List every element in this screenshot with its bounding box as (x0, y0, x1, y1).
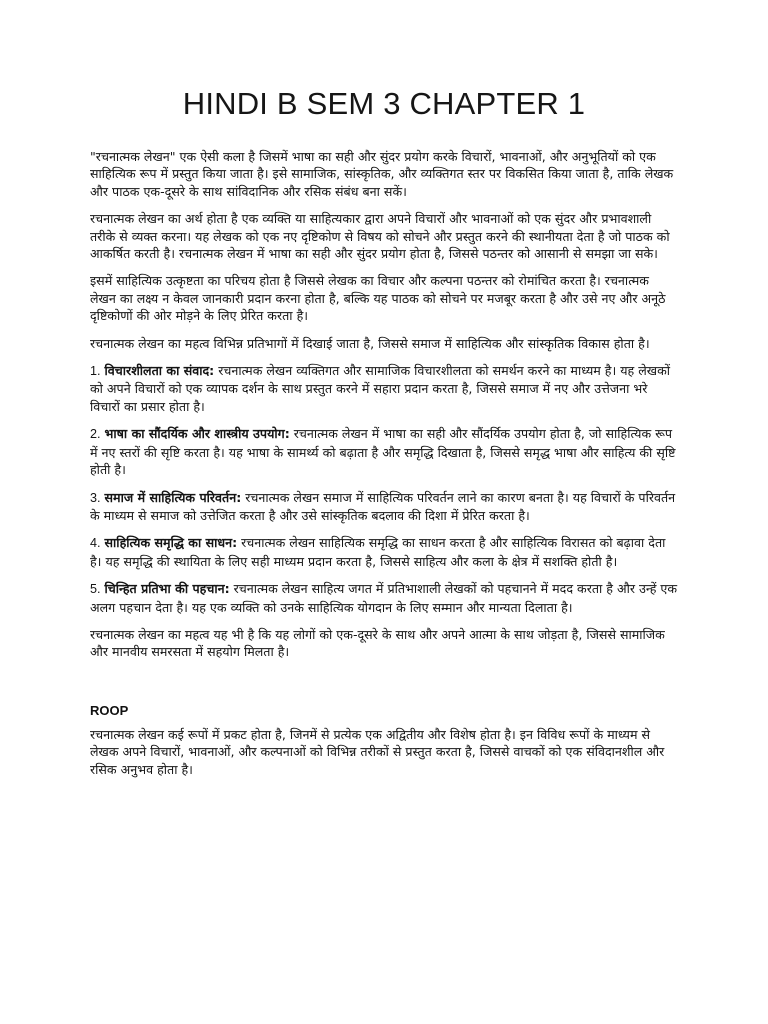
list-item (90, 534, 678, 570)
list-item-number: 2. (90, 427, 101, 442)
list-item (90, 425, 678, 478)
paragraph-importance: रचनात्मक लेखन का महत्व विभिन्न प्रतिभागों में दिखाई जाता है, जिससे समाज में साहित्यिक और सांस्कृतिक विकास होता है। (90, 335, 650, 351)
list-item-text: रचनात्मक लेखन साहित्य जगत में प्रतिभाशाली लेखकों को पहचानने में मदद करता है और उन्हें एक अलग पहचान देता है। यह एक व्यक्ति को उनके साहित्यिक योगदान के लिए सम्मान और मान्यता दिलाता है। (90, 581, 678, 615)
paragraph-closing: रचनात्मक लेखन का महत्व यह भी है कि यह लोगों को एक-दूसरे के साथ और अपने आत्मा के साथ जोड़ता है, जिससे सामाजिक और मानवीय समरसता में सहयोग मिलता है। (90, 626, 665, 660)
list-item-heading: समाज में साहित्यिक परिवर्तन: (104, 489, 242, 505)
list-item-heading: चिन्हित प्रतिभा की पहचान: (104, 581, 230, 597)
list-item-number: 3. (90, 490, 101, 505)
list-item-heading: विचारशीलता का संवाद: (104, 363, 215, 379)
list-item-text: रचनात्मक लेखन साहित्यिक समृद्धि का साधन करता है और साहित्यिक विरासत को बढ़ावा देता है। यह समृद्धि की स्थायिता के लिए सही माध्यम प्रदान करता है, जिससे साहित्य और कला के क्षेत्र में सशक्ति होती है। (90, 535, 666, 569)
list-item (90, 580, 678, 616)
paragraph-roop: रचनात्मक लेखन कई रूपों में प्रकट होता है, जिनमें से प्रत्येक एक अद्वितीय और विशेष होता है। इन विविध रूपों के माध्यम से लेखक अपने विचारों, भावनाओं, और कल्पनाओं को विभिन्न तरीकों से प्रस्तुत करता है, जिससे वाचकों को एक संविदानशील और रसिक अनुभव होता है। (90, 726, 665, 777)
list-item-text: रचनात्मक लेखन व्यक्तिगत और सामाजिक विचारशीलता को समर्थन करने का माध्यम है। यह लेखकों को अपने विचारों को एक व्यापक दर्शन के साथ प्रस्तुत करने में सहारा प्रदान करता है, जिससे समाज में नए और उत्तेजना भरे विचारों का प्रसार होता है। (90, 363, 671, 414)
list-item-number: 1. (90, 364, 101, 379)
list-item-text: रचनात्मक लेखन में भाषा का सही और सौंदर्यिक उपयोग होता है, जो साहित्यिक रूप में नए स्तरों की सृष्टि करता है। यह भाषा के सामर्थ्य को बढ़ाता है और समृद्धि दिखाता है, जिससे समृद्ध भाषा और साहित्य की सृष्टि होती है। (90, 426, 676, 478)
paragraph-excellence: इसमें साहित्यिक उत्कृष्टता का परिचय होता है जिससे लेखक का विचार और कल्पना पठन्तर को रोमांचित करता है। रचनात्मक लेखन का लक्ष्य न केवल जानकारी प्रदान करना होता है, बल्कि यह पाठक को सोचने पर मजबूर करता है और उसे नए और अनूठे दृष्टिकोणों की ओर मोड़ने के लिए प्रेरित करता है। (90, 273, 666, 324)
paragraph-intro: "रचनात्मक लेखन" एक ऐसी कला है जिसमें भाषा का सही और सुंदर प्रयोग करके विचारों, भावनाओं, और अनुभूतियों को एक साहित्यिक रूप में प्रस्तुत किया जाता है। इसे सामाजिक, सांस्कृतिक, और व्यक्तिगत स्तर पर विकसित किया जाता है, ताकि लेखक और पाठक एक-दूसरे के साथ सांविदानिक और रसिक संबंध बना सकें। (90, 149, 674, 199)
list-item-heading: साहित्यिक समृद्धि का साधन: (104, 535, 238, 551)
list-item-text: रचनात्मक लेखन समाज में साहित्यिक परिवर्तन लाने का कारण बनता है। यह विचारों के परिवर्तन के माध्यम से समाज को उत्तेजित करता है और उसे सांस्कृतिक बदलाव की दिशा में प्रेरित करता है। (90, 489, 676, 523)
list-item-heading: भाषा का सौंदर्यिक और शास्त्रीय उपयोग: (104, 426, 290, 442)
list-item (90, 362, 678, 415)
section-heading-roop: ROOP (90, 702, 129, 718)
paragraph-meaning: रचनात्मक लेखन का अर्थ होता है एक व्यक्ति या साहित्यकार द्वारा अपने विचारों और भावनाओं को एक सुंदर और प्रभावशाली तरीके से व्यक्त करना। यह लेखक को एक नए दृष्टिकोण से विषय को सोचने और प्रस्तुत करने की स्थानीयता देता है जो पाठक को आकर्षित करती है। रचनात्मक लेखन में भाषा का सही और सुंदर प्रयोग होता है, जिससे पठन्तर को आसानी से समझा जा सके। (90, 211, 670, 262)
list-item-number: 4. (90, 536, 101, 551)
list-item (90, 489, 678, 525)
list-item-number: 5. (90, 582, 101, 597)
document-title: HINDI B SEM 3 CHAPTER 1 (182, 86, 586, 121)
